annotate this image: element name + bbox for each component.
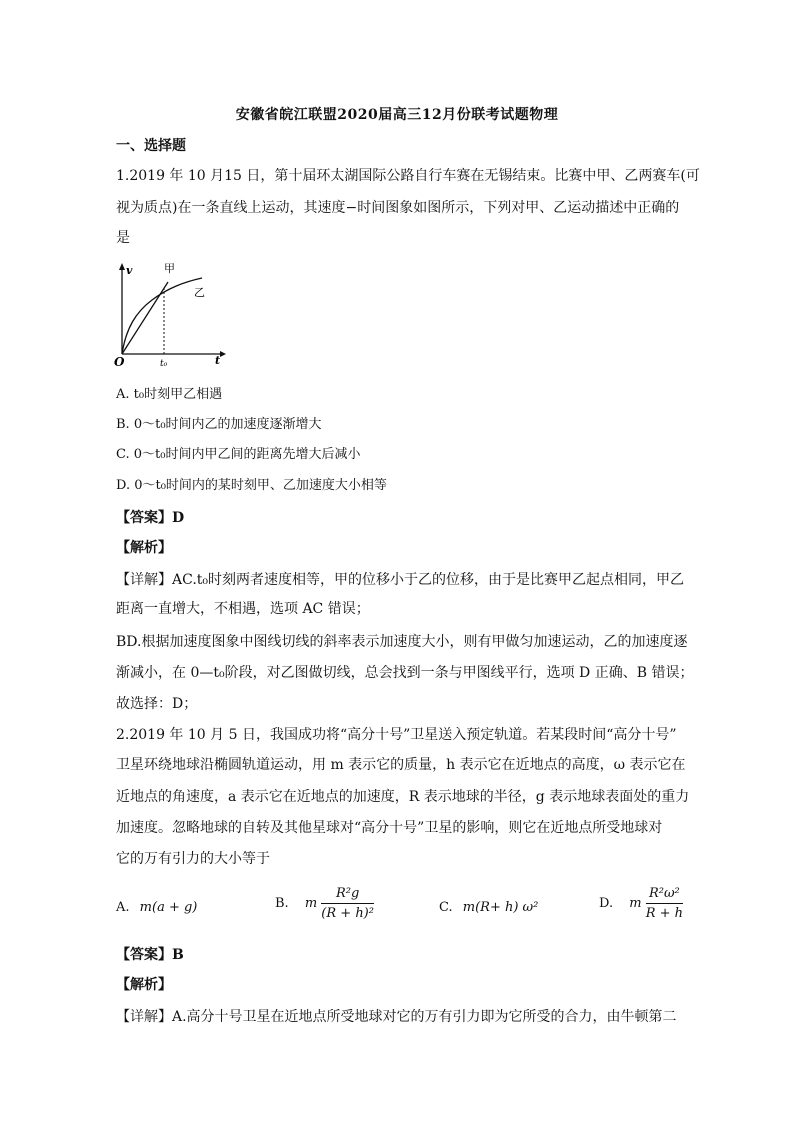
q2-option-c <box>439 900 538 915</box>
q1-stem-line-3: 是 <box>116 230 130 246</box>
v-label: v <box>126 264 133 277</box>
q1-answer: 【答案】D <box>116 510 185 526</box>
q2-option-b-fraction <box>321 886 374 921</box>
q1-detail-line-2: 距离一直增大，不相遇，选项 AC 错误； <box>116 601 370 617</box>
document-title: 安徽省皖江联盟2020届高三12月份联考试题物理 <box>235 107 559 123</box>
q2-option-d <box>599 886 683 921</box>
t-axis-arrow <box>220 351 226 357</box>
curve-yi <box>122 278 202 354</box>
q2-option-d-fraction <box>646 886 683 921</box>
q2-analysis-heading: 【解析】 <box>116 977 172 993</box>
q2-option-c-expr: m(R+ h) ω² <box>462 900 539 915</box>
q1-option-b: B. 0～t₀时间内乙的加速度逐渐增大 <box>116 417 322 432</box>
q2-answer: 【答案】B <box>116 947 184 963</box>
q1-option-d: D. 0～t₀时间内的某时刻甲、乙加速度大小相等 <box>116 478 387 493</box>
q2-option-d-numerator: R²ω² <box>646 886 683 904</box>
q2-option-b-label: B. <box>275 896 289 911</box>
section-heading: 一、选择题 <box>116 138 186 154</box>
q2-option-c-label: C. <box>439 900 453 915</box>
q1-stem-line-1: 1.2019 年 10 月15 日，第十届环太湖国际公路自行车赛在无锡结束。比赛中甲、乙两赛车(可 <box>116 168 700 184</box>
q2-detail-line-1: 【详解】A.高分十号卫星在近地点所受地球对它的万有引力即为它所受的合力，由牛顿第二 <box>116 1009 677 1025</box>
v-axis-arrow <box>119 263 125 270</box>
jia-label: 甲 <box>164 262 175 275</box>
q2-option-a-label: A. <box>116 900 130 915</box>
q2-stem-line-3: 近地点的角速度，a 表示它在近地点的加速度，R 表示地球的半径，g 表示地球表面处的重力 <box>116 789 690 805</box>
t-label: t <box>215 354 221 367</box>
q1-detail-line-3: BD.根据加速度图象中图线切线的斜率表示加速度大小，则有甲做匀加速运动，乙的加速度逐 <box>116 634 688 650</box>
q2-option-d-denominator: R + h <box>645 906 684 921</box>
q2-option-a <box>116 900 197 915</box>
q2-stem-line-4: 加速度。忽略地球的自转及其他星球对“高分十号”卫星的影响，则它在近地点所受地球对 <box>116 820 663 836</box>
q1-option-c: C. 0～t₀时间内甲乙间的距离先增大后减小 <box>116 447 361 462</box>
yi-label: 乙 <box>194 286 205 299</box>
line-jia <box>122 282 168 354</box>
q2-option-d-label: D. <box>599 896 614 911</box>
q1-analysis-heading: 【解析】 <box>116 540 172 556</box>
q1-detail-line-4: 渐减小，在 0—t₀阶段，对乙图做切线，总会找到一条与甲图线平行，选项 D 正确、B 错误； <box>116 665 694 681</box>
q2-option-b <box>275 886 374 921</box>
velocity-time-graph <box>112 258 232 370</box>
origin-label: O <box>114 355 125 369</box>
q2-option-b-m: m <box>304 896 318 911</box>
q2-option-b-numerator: R²g <box>321 886 374 904</box>
q2-option-a-expr: m(a + g) <box>139 900 198 915</box>
q1-detail-line-5: 故选择：D； <box>116 696 198 712</box>
q2-stem-line-5: 它的万有引力的大小等于 <box>116 851 270 867</box>
q2-stem-line-2: 卫星环绕地球沿椭圆轨道运动，用 m 表示它的质量，h 表示它在近地点的高度，ω 表示它在 <box>116 757 686 773</box>
q2-option-b-denominator: (R + h)² <box>321 906 374 921</box>
q2-stem-line-1: 2.2019 年 10 月 5 日，我国成功将“高分十号”卫星送入预定轨道。若某段时间“高分十号” <box>116 727 677 743</box>
q1-detail-line-1: 【详解】AC.t₀时刻两者速度相等，甲的位移小于乙的位移，由于是比赛甲乙起点相同，甲乙 <box>116 572 685 588</box>
t0-label: t₀ <box>160 359 168 369</box>
q2-option-d-m: m <box>629 896 642 911</box>
q1-stem-line-2: 视为质点)在一条直线上运动，其速度−时间图象如图所示，下列对甲、乙运动描述中正确的 <box>116 200 680 216</box>
q1-option-a: A. t₀时刻甲乙相遇 <box>116 387 223 402</box>
